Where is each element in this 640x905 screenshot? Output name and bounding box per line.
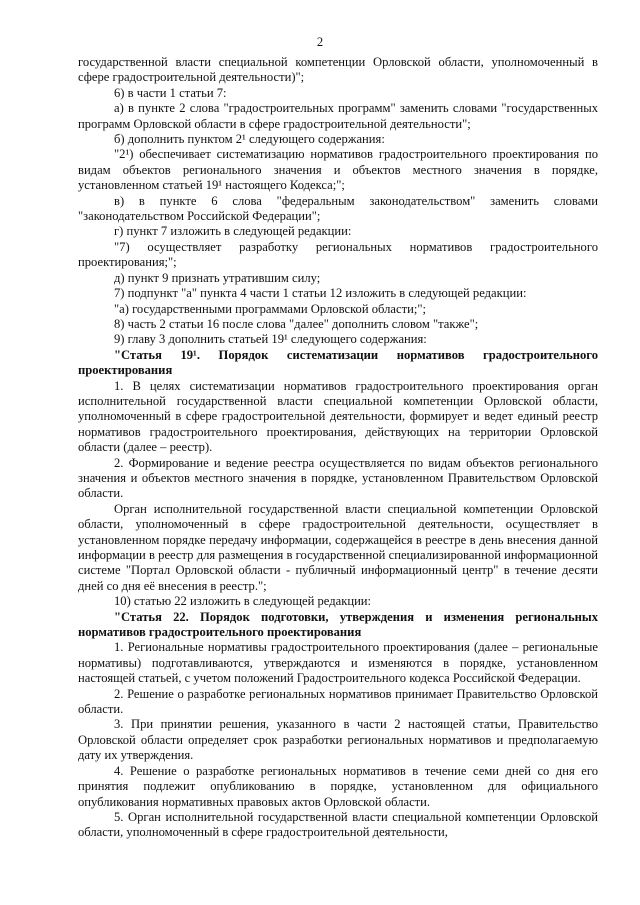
document-body [78,55,598,841]
paragraph: в) в пункте 6 слова "федеральным законодательством" заменить словами "законодательством Российской Федерации"; [78,193,598,224]
paragraph: "а) государственными программами Орловской области;"; [114,301,426,316]
paragraph: "2¹) обеспечивает систематизацию нормативов градостроительного проектирования по видам объектов регионального значения и объектов местного значения в порядке, установленном статьей 19¹ настоящего Кодекса;"; [78,147,598,193]
page-number: 2 [316,35,324,49]
paragraph: 5. Орган исполнительной государственной власти специальной компетенции Орловской области, уполномоченный в сфере градостроительной деятельности, [78,809,598,840]
paragraph: 2. Решение о разработке региональных нормативов принимает Правительство Орловской области. [78,686,598,717]
paragraph: 4. Решение о разработке региональных нормативов в течение семи дней со дня его принятия подлежит опубликованию в порядке, установленном для официального опубликования нормативных правовых актов Орловской области. [78,763,598,809]
article-heading: "Статья 19¹. Порядок систематизации нормативов градостроительного проектирования [78,347,598,378]
paragraph: 3. При принятии решения, указанного в части 2 настоящей статьи, Правительство Орловской области определяет срок разработки региональных нормативов и предполагаемую дату их утверждения. [78,717,598,763]
paragraph: 2. Формирование и ведение реестра осуществляется по видам объектов регионального значения и объектов местного значения в порядке, установленном Правительством Орловской области. [78,455,598,501]
paragraph: а) в пункте 2 слова "градостроительных программ" заменить словами "государственных программ Орловской области в сфере градостроительной деятельности"; [78,101,598,131]
paragraph: 1. Региональные нормативы градостроительного проектирования (далее – региональные нормативы) подготавливаются, утверждаются и изменяются в порядке, установленном настоящей статьей, с учетом положений Градостроительного кодекса Российской Федерации. [78,640,598,686]
paragraph: "7) осуществляет разработку региональных нормативов градостроительного проектирования;"; [78,239,598,270]
paragraph: 1. В целях систематизации нормативов градостроительного проектирования орган исполнительной государственной власти специальной компетенции Орловской области, уполномоченный в сфере градостроительной деятельности, формирует и ведет единый реестр нормативов градостроительного проектирования, действующих на территории Орловской области (далее – реестр). [78,378,598,455]
article-heading: "Статья 22. Порядок подготовки, утверждения и изменения региональных нормативов градостроительного проектирования [78,609,598,640]
paragraph: г) пункт 7 изложить в следующей редакции: [114,224,352,239]
paragraph: 10) статью 22 изложить в следующей редакции: [114,594,372,609]
paragraph: б) дополнить пунктом 2¹ следующего содержания: [114,132,385,147]
paragraph: 9) главу 3 дополнить статьей 19¹ следующего содержания: [114,332,427,347]
paragraph: государственной власти специальной компетенции Орловской области, уполномоченный в сфере градостроительной деятельности)"; [78,55,598,85]
paragraph: д) пункт 9 признать утратившим силу; [114,270,321,285]
paragraph: 6) в части 1 статьи 7: [114,85,227,100]
paragraph: 8) часть 2 статьи 16 после слова "далее" дополнить словом "также"; [114,316,479,331]
paragraph: Орган исполнительной государственной власти специальной компетенции Орловской области, уполномоченный в сфере градостроительной деятельности, осуществляет в установленном порядке передачу информации, содержащейся в реестре в день внесения данной информации в реестр для размещения в государственной специализированной информационной системе "Портал Орловской области - публичный информационный центр" в течение десяти дней со дня её внесения в реестр."; [78,501,598,593]
paragraph: 7) подпункт "а" пункта 4 части 1 статьи 12 изложить в следующей редакции: [114,286,527,301]
